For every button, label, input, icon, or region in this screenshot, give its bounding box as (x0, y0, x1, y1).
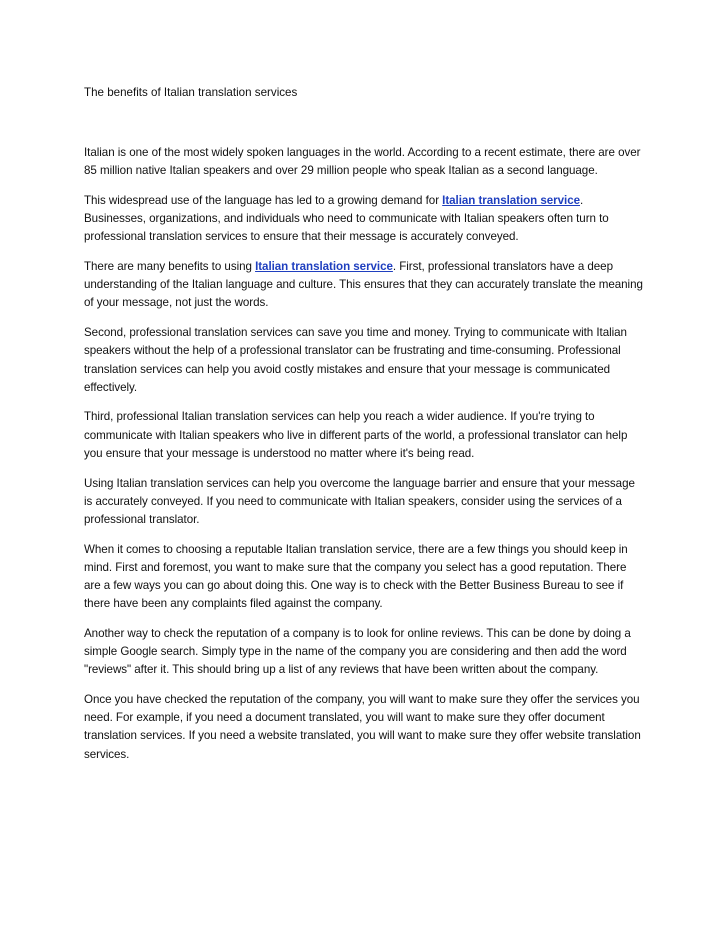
italian-translation-service-link[interactable]: Italian translation service (255, 260, 393, 274)
paragraph-8: Another way to check the reputation of a company is to look for online reviews. This can be done by doing a simple Google search. Simply type in the name of the company you are considering and then add the word "reviews" after it. This should bring up a list of any reviews that have been written about the company. (84, 626, 631, 677)
paragraph-5: Third, professional Italian translation services can help you reach a wider audience. If you're trying to communicate with Italian speakers who live in different parts of the world, a professional translator can help you ensure that your message is understood no matter where it's being read. (84, 410, 628, 460)
paragraph-9: Once you have checked the reputation of the company, you will want to make sure they offer the services you need. For example, if you need a document translated, you will want to make sure they offer document translation services. If you need a website translated, you will want to make sure they offer website translation services. (84, 693, 641, 761)
paragraph-2 (84, 192, 644, 247)
paragraph-1: Italian is one of the most widely spoken languages in the world. According to a recent estimate, there are over 85 million native Italian speakers and over 29 million people who speak Italian as a second language. (84, 146, 641, 178)
paragraph-6: Using Italian translation services can help you overcome the language barrier and ensure that your message is accurately conveyed. If you need to communicate with Italian speakers, consider using the services of a professional translator. (84, 476, 635, 526)
italian-translation-service-link[interactable]: Italian translation service (442, 193, 581, 207)
paragraph-2-text-after: . Businesses, organizations, and individuals who need to communicate with Italian speakers often turn to professional translation services to ensure that their message is accurately conveyed. (84, 193, 609, 244)
paragraph-4: Second, professional translation services can save you time and money. Trying to communicate with Italian speakers without the help of a professional translator can be frustrating and time-consuming. Professional translation services can help you avoid costly mistakes and ensure that your message is communicated effectively. (84, 326, 627, 394)
paragraph-2-text-before: This widespread use of the language has led to a growing demand for (84, 193, 443, 207)
paragraph-3 (84, 258, 644, 313)
paragraph-3-text-after: . First, professional translators have a deep understanding of the Italian language and culture. This ensures that they can accurately translate the meaning of your message, not just the words. (84, 260, 643, 310)
paragraph-7: When it comes to choosing a reputable Italian translation service, there are a few things you should keep in mind. First and foremost, you want to make sure that the company you select has a good reputation. There are a few ways you can go about doing this. One way is to check with the Better Business Bureau to see if there have been any complaints filed against the company. (84, 542, 628, 611)
document-body (84, 144, 644, 775)
document-title: The benefits of Italian translation services (84, 86, 298, 99)
paragraph-3-text-before: There are many benefits to using (84, 260, 256, 274)
